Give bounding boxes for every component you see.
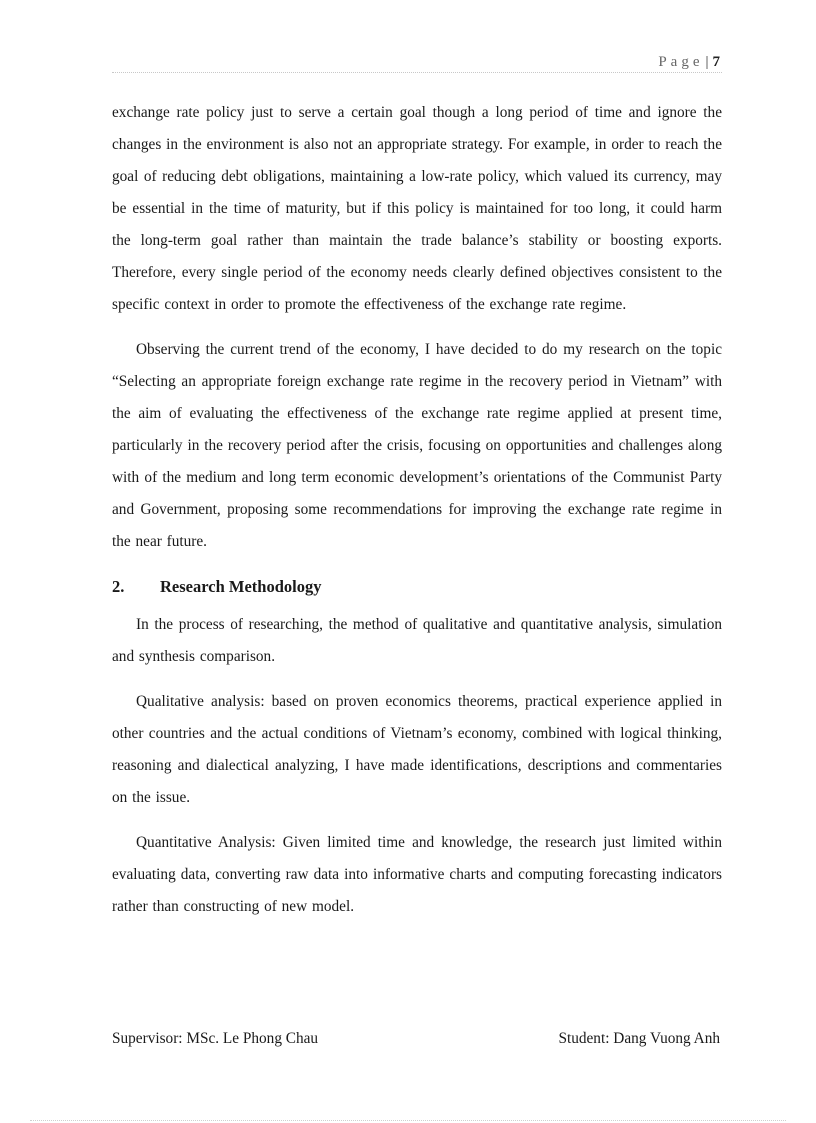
page-footer [112,1030,720,1048]
page-number: 7 [712,54,720,70]
paragraph-research-topic: Observing the current trend of the economy, I have decided to do my research on the topic “Selecting an appropriate foreign exchange rate regime in the recovery period in Vietnam” with the aim of evaluating the effectiveness of the exchange rate regime applied at present time, particularly in the recovery period after the crisis, focusing on opportunities and challenges along with of the medium and long term economic development’s orientations of the Communist Party and Government, proposing some recommendations for improving the exchange rate regime in the near future. [112,341,722,550]
header-separator: | [705,54,709,70]
document-body [112,97,722,936]
footer-supervisor: Supervisor: MSc. Le Phong Chau [112,1030,319,1047]
bottom-divider [30,1120,786,1121]
section-number: 2. [112,577,125,596]
page-header [658,54,720,71]
footer-student: Student: Dang Vuong Anh [558,1030,720,1047]
section-title: Research Methodology [160,577,322,596]
paragraph-methods: In the process of researching, the method of qualitative and quantitative analysis, simulation and synthesis comparison. [112,616,722,665]
paragraph-continuation: exchange rate policy just to serve a certain goal though a long period of time and ignore the changes in the environment is also not an appropriate strategy. For example, in order to reach the goal of reducing debt obligations, maintaining a low-rate policy, which valued its currency, may be essential in the time of maturity, but if this policy is maintained for too long, it could harm the long-term goal rather than maintain the trade balance’s stability or boosting exports. Therefore, every single period of the economy needs clearly defined objectives consistent to the specific context in order to promote the effectiveness of the exchange rate regime. [112,104,722,313]
paragraph-qualitative: Qualitative analysis: based on proven economics theorems, practical experience applied in other countries and the actual conditions of Vietnam’s economy, combined with logical thinking, reasoning and dialectical analyzing, I have made identifications, descriptions and commentaries on the issue. [112,693,722,806]
paragraph-quantitative: Quantitative Analysis: Given limited time and knowledge, the research just limited within evaluating data, converting raw data into informative charts and computing forecasting indicators rather than constructing of new model. [112,834,722,915]
section-heading [112,571,722,603]
page-label: Page [658,54,704,70]
header-divider [112,72,722,73]
